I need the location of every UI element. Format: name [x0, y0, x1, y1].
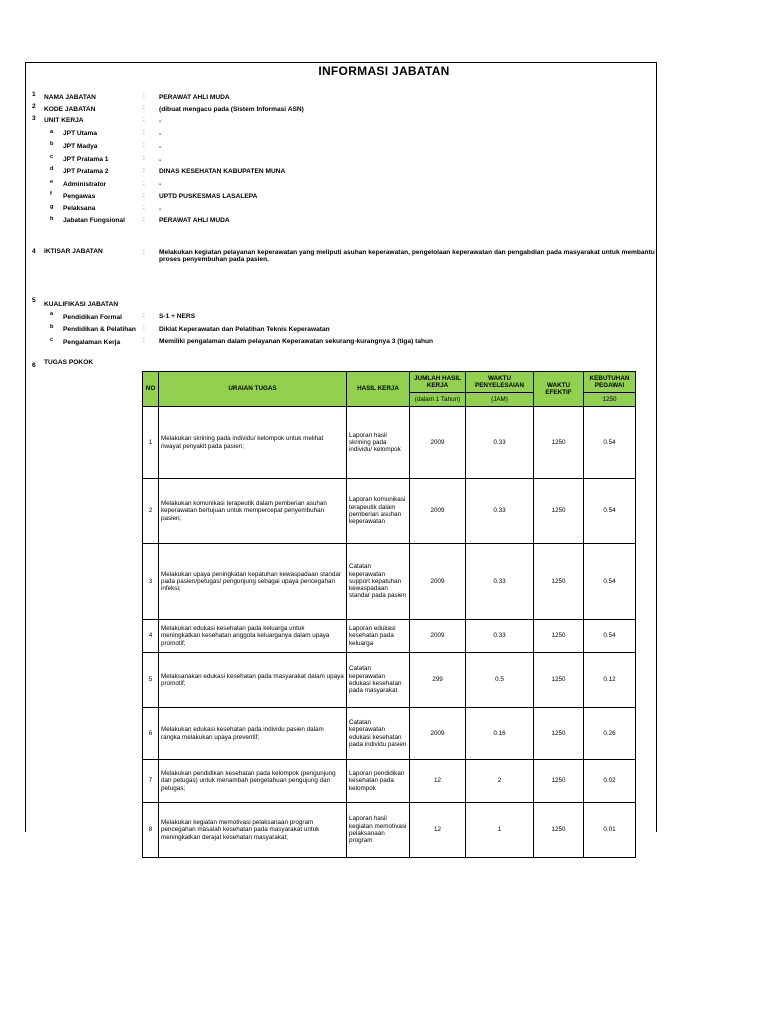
row-kebutuhan: 0.26	[584, 708, 636, 760]
header-uraian-tugas: URAIAN TUGAS	[159, 372, 347, 407]
field-label-kode-jabatan: KODE JABATAN	[44, 106, 96, 113]
field-label-nama-jabatan: NAMA JABATAN	[44, 94, 96, 101]
field-number: 1	[32, 91, 36, 98]
iktisar-text-line-1: Melakukan kegiatan pelayanan keperawatan yang meliputi asuhan keperawatan, pengelolaan keperawatan dan pengabdian pada masyarakat untuk membantu	[159, 249, 655, 256]
row-jumlah: 2009	[410, 479, 466, 544]
kualifikasi-value-pendidikan-formal: S-1 + NERS	[159, 313, 196, 320]
field-colon: :	[143, 180, 145, 187]
iktisar-text-line-2: proses penyembuhan pada pasien.	[159, 256, 269, 263]
field-colon: :	[143, 167, 145, 174]
field-colon: :	[143, 337, 145, 344]
field-number: 5	[32, 297, 36, 304]
row-no: 7	[143, 760, 159, 803]
field-value-unit-kerja: -	[159, 118, 162, 125]
row-jumlah: 2009	[410, 407, 466, 479]
unit-label-pelaksana: Pelaksana	[63, 205, 96, 212]
row-hasil: Catatan keperawatan support kepatuhan kewaspadaan standar pada pasien	[347, 544, 410, 620]
field-colon: :	[143, 155, 145, 162]
row-waktu: 0.5	[466, 653, 534, 708]
field-colon: :	[143, 116, 145, 123]
field-colon: :	[143, 216, 145, 223]
tugas-pokok-table	[142, 371, 636, 858]
kualifikasi-label-pendidikan-formal: Pendidikan Formal	[63, 314, 122, 321]
row-efektif: 1250	[534, 653, 584, 708]
row-jumlah: 12	[410, 803, 466, 858]
row-uraian: Melakukan skrining pada individu/ kelompok untuk melihat riwayat penyakit pada pasien;	[159, 407, 347, 479]
row-kebutuhan: 0.01	[584, 803, 636, 858]
row-kebutuhan: 0.02	[584, 760, 636, 803]
table-row	[143, 653, 636, 708]
unit-label-jpt-utama: JPT Utama	[63, 130, 98, 137]
header-jumlah-hasil-kerja: JUMLAH HASIL KERJA	[410, 372, 466, 393]
row-uraian: Melakukan edukasi kesehatan pada keluarga untuk meningkatkan kesehatan anggota keluarganya dalam upaya promotif;	[159, 620, 347, 653]
table-row	[143, 479, 636, 544]
field-value-kode-jabatan: (dibuat mengacu pada (Sistem Informasi ASN)	[159, 106, 304, 113]
row-kebutuhan: 0.54	[584, 620, 636, 653]
sub-letter: a	[50, 129, 54, 135]
row-waktu: 0.33	[466, 407, 534, 479]
sub-letter: g	[50, 204, 54, 210]
field-colon: :	[143, 104, 145, 111]
unit-label-jpt-pratama-1: JPT Pratama 1	[63, 156, 109, 163]
row-kebutuhan: 0.12	[584, 653, 636, 708]
unit-value-jpt-pratama-1: -	[159, 157, 162, 164]
sub-letter: a	[50, 311, 54, 317]
unit-value-pengawas: UPTD PUSKESMAS LASALEPA	[159, 193, 258, 200]
row-uraian: Melakukan kegiatan memotivasi pelaksanaan program pencegahan masalah kesehatan pada masyarakat untuk meningkatkan derajat kesehatan masyarakat;	[159, 803, 347, 858]
row-jumlah: 2009	[410, 544, 466, 620]
kualifikasi-value-pendidikan-pelatihan: Diklat Keperawatan dan Pelatihan Teknis Keperawatan	[159, 326, 330, 333]
row-uraian: Melakukan edukasi kesehatan pada individu pasien dalam rangka melakukan upaya preventif;	[159, 708, 347, 760]
unit-label-pengawas: Pengawas	[63, 193, 96, 200]
row-no: 3	[143, 544, 159, 620]
row-hasil: Catatan keperawatan edukasi kesehatan pada masyarakat	[347, 653, 410, 708]
field-colon: :	[143, 204, 145, 211]
unit-label-jabatan-fungsional: Jabatan Fungsional	[63, 217, 125, 224]
table-row	[143, 620, 636, 653]
row-no: 1	[143, 407, 159, 479]
unit-value-administrator: -	[159, 181, 162, 188]
header-kebutuhan-sub: 1250	[584, 393, 636, 407]
field-colon: :	[143, 249, 145, 256]
sub-letter: f	[50, 191, 52, 197]
iktisar-label: IKTISAR JABATAN	[44, 248, 103, 255]
row-no: 2	[143, 479, 159, 544]
unit-label-jpt-madya: JPT Madya	[63, 143, 98, 150]
table-row	[143, 803, 636, 858]
field-colon: :	[143, 129, 145, 136]
header-waktu-penyelesaian: WAKTU PENYELESAIAN	[466, 372, 534, 393]
header-no: NO	[143, 372, 159, 407]
row-hasil: Laporan komunikasi terapeutik dalam pemberian asuhan keperawatan	[347, 479, 410, 544]
field-number: 3	[32, 115, 36, 122]
row-no: 8	[143, 803, 159, 858]
header-waktu-sub: (JAM)	[466, 393, 534, 407]
sub-letter: b	[50, 324, 54, 330]
row-waktu: 0.33	[466, 479, 534, 544]
field-colon: :	[143, 312, 145, 319]
row-jumlah: 299	[410, 653, 466, 708]
unit-label-administrator: Administrator	[63, 181, 107, 188]
row-jumlah: 2009	[410, 620, 466, 653]
row-efektif: 1250	[534, 479, 584, 544]
row-hasil: Laporan hasil skrining pada individu/ kelompok	[347, 407, 410, 479]
row-no: 6	[143, 708, 159, 760]
row-waktu: 0.33	[466, 544, 534, 620]
field-number: 6	[32, 362, 36, 369]
field-colon: :	[143, 93, 145, 100]
row-waktu: 0.16	[466, 708, 534, 760]
sub-letter: c	[50, 154, 54, 160]
row-uraian: Melakukan pendidikan kesehatan pada kelompok (pengunjung dan petugas) untuk menambah pengetahuan pengujung dan petugas;	[159, 760, 347, 803]
row-efektif: 1250	[534, 544, 584, 620]
unit-value-jpt-pratama-2: DINAS KESEHATAN KABUPATEN MUNA	[159, 168, 286, 175]
row-uraian: Melaksanakan edukasi kesehatan pada masyarakat dalam upaya promotif;	[159, 653, 347, 708]
row-hasil: Laporan hasil kegiatan memotivasi pelaksanaan program	[347, 803, 410, 858]
sub-letter: b	[50, 141, 54, 147]
row-efektif: 1250	[534, 708, 584, 760]
row-efektif: 1250	[534, 803, 584, 858]
field-number: 4	[32, 248, 36, 255]
table-row	[143, 760, 636, 803]
row-kebutuhan: 0.54	[584, 479, 636, 544]
header-kebutuhan-pegawai: KEBUTUHAN PEGAWAI	[584, 372, 636, 393]
tugas-pokok-label: TUGAS POKOK	[44, 359, 94, 366]
table-row	[143, 708, 636, 760]
row-kebutuhan: 0.54	[584, 407, 636, 479]
kualifikasi-label-pendidikan-pelatihan: Pendidikan & Pelatihan	[63, 326, 136, 333]
unit-value-jabatan-fungsional: PERAWAT AHLI MUDA	[159, 217, 230, 224]
row-uraian: Melakukan komunikasi terapeutik dalam pemberian asuhan keperawatan bertujuan untuk mempercepat penyembuhan pasien;	[159, 479, 347, 544]
row-waktu: 2	[466, 760, 534, 803]
sub-letter: e	[50, 179, 54, 185]
row-waktu: 1	[466, 803, 534, 858]
row-efektif: 1250	[534, 760, 584, 803]
kualifikasi-label: KUALIFIKASI JABATAN	[44, 301, 119, 308]
row-hasil: Laporan pendidikan kesehatan pada kelompok	[347, 760, 410, 803]
sub-letter: d	[50, 166, 54, 172]
row-jumlah: 2009	[410, 708, 466, 760]
field-colon: :	[143, 142, 145, 149]
kualifikasi-value-pengalaman-kerja: Memiliki pengalaman dalam pelayanan Keperawatan sekurang-kurangnya 3 (tiga) tahun	[159, 338, 434, 345]
row-no: 5	[143, 653, 159, 708]
row-hasil: Laporan edukasi kesehatan pada keluarga	[347, 620, 410, 653]
row-no: 4	[143, 620, 159, 653]
table-row	[143, 544, 636, 620]
table-row	[143, 407, 636, 479]
row-uraian: Melakukan upaya peningkatan kepatuhan kewaspadaan standar pada pasien/petugas/ pengunjung sebagai upaya pencegahan infeksi;	[159, 544, 347, 620]
row-hasil: Catatan keperawatan edukasi kesehatan pada individu pasien	[347, 708, 410, 760]
unit-value-pelaksana: -	[159, 206, 162, 213]
header-waktu-efektif: WAKTU EFEKTIF	[534, 372, 584, 407]
unit-value-jpt-madya: -	[159, 144, 162, 151]
field-value-nama-jabatan: PERAWAT AHLI MUDA	[159, 94, 230, 101]
sub-letter: c	[50, 337, 54, 343]
row-efektif: 1250	[534, 620, 584, 653]
header-jumlah-sub: (dalam 1 Tahun)	[410, 393, 466, 407]
field-colon: :	[143, 192, 145, 199]
row-jumlah: 12	[410, 760, 466, 803]
field-colon: :	[143, 325, 145, 332]
row-efektif: 1250	[534, 407, 584, 479]
field-number: 2	[32, 103, 36, 110]
row-kebutuhan: 0.54	[584, 544, 636, 620]
unit-label-jpt-pratama-2: JPT Pratama 2	[63, 168, 109, 175]
page-title: INFORMASI JABATAN	[318, 64, 450, 78]
row-waktu: 0.33	[466, 620, 534, 653]
sub-letter: h	[50, 216, 54, 222]
unit-value-jpt-utama: -	[159, 131, 162, 138]
field-label-unit-kerja: UNIT KERJA	[44, 117, 84, 124]
kualifikasi-label-pengalaman-kerja: Pengalaman Kerja	[63, 339, 121, 346]
header-hasil-kerja: HASIL KERJA	[347, 372, 410, 407]
